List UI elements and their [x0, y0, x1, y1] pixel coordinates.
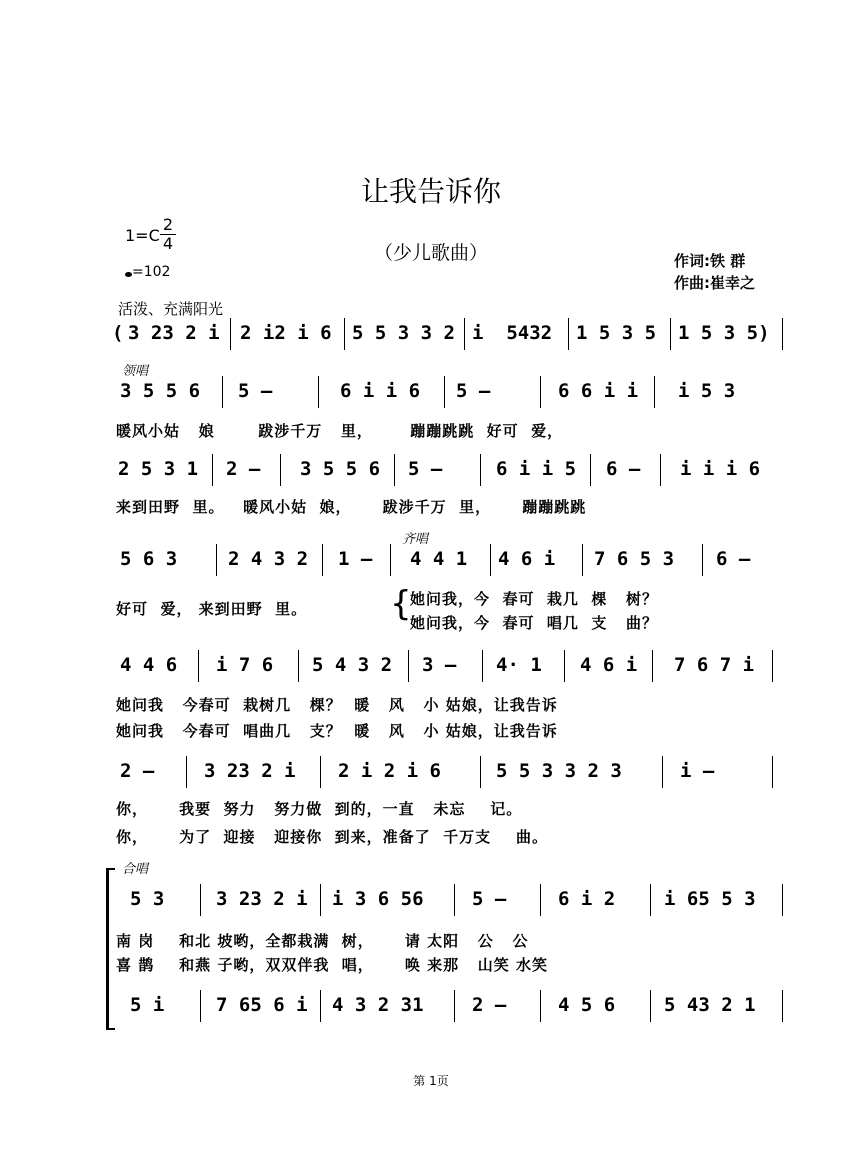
music-line-5 — [112, 648, 784, 688]
measure: 1 5 3 5 — [576, 322, 657, 344]
measure: 3 – — [422, 654, 457, 676]
expression-marking: 活泼、充满阳光 — [118, 300, 224, 318]
quarter-note-icon — [125, 272, 132, 277]
tempo-marking — [125, 264, 170, 280]
measure: 5 3 — [130, 888, 165, 910]
music-line-7 — [112, 882, 784, 922]
page-number: 第 1页 — [413, 1074, 449, 1088]
music-line-2 — [112, 374, 784, 414]
lyrics-line-4-verse-1: 她问我，今 春可 栽几 棵 树？ — [410, 590, 659, 608]
music-line-4 — [112, 542, 784, 582]
song-title: 让我告诉你 — [360, 175, 501, 208]
lyrics-line-6-verse-2: 你， 为了 迎接 迎接你 到来，准备了 千万支 曲。 — [116, 828, 549, 846]
music-line-1 — [112, 316, 784, 356]
lyricist-credit: 作词:铁 群 — [674, 252, 746, 270]
measure: i 65 5 3 — [664, 888, 756, 910]
measure: i 5 3 — [678, 380, 736, 402]
tempo-value: =102 — [132, 264, 171, 280]
measure: 4 4 6 — [120, 654, 178, 676]
measure: 2 – — [472, 994, 507, 1016]
measure: 5 i — [130, 994, 165, 1016]
time-signature-top: 2 — [162, 215, 174, 234]
measure: 7 65 6 i — [216, 994, 308, 1016]
measure: i i i 6 — [680, 458, 761, 480]
measure: 5 – — [456, 380, 491, 402]
measure: 2 4 3 2 — [228, 548, 309, 570]
lyrics-line-4: 好可 爱， 来到田野 里。 — [116, 600, 308, 618]
measure: 5 5 3 3 2 — [352, 322, 455, 344]
measure: 5 5 3 3 2 3 — [496, 760, 622, 782]
lyrics-line-4-verse-2: 她问我，今 春可 唱几 支 曲？ — [410, 614, 659, 632]
measure: 6 i i 5 — [496, 458, 577, 480]
measure: 5 – — [408, 458, 443, 480]
measure: 6 6 i i — [558, 380, 639, 402]
cue-chorus: 合唱 — [122, 862, 149, 877]
measure: i 3 6 56 — [332, 888, 424, 910]
composer-credit: 作曲:崔幸之 — [674, 274, 755, 292]
measure: 2 – — [226, 458, 261, 480]
key-signature: 1=C — [125, 226, 160, 245]
measure: i – — [680, 760, 715, 782]
lyrics-line-3: 来到田野 里。 暖风小姑 娘， 跋涉千万 里， 蹦蹦跳跳 — [116, 498, 587, 516]
measure: i 7 6 — [216, 654, 274, 676]
measure: 2 i 2 i 6 — [338, 760, 441, 782]
lyrics-line-7-verse-2: 喜 鹊 和燕 子哟，双双伴我 唱， 唤 来那 山笑 水笑 — [116, 956, 549, 974]
paren-open: ( — [112, 322, 124, 344]
measure: 6 – — [716, 548, 751, 570]
measure: 1 5 3 5) — [678, 322, 770, 344]
measure: 4 6 i — [498, 548, 556, 570]
measure: 4· 1 — [496, 654, 542, 676]
measure: 5 4 3 2 — [312, 654, 393, 676]
measure: 2 i2 i 6 — [240, 322, 332, 344]
lyrics-line-6-verse-1: 你， 我要 努力 努力做 到的，一直 未忘 记。 — [116, 800, 523, 818]
measure: i 5432 — [472, 322, 553, 344]
measure: 3 5 5 6 — [300, 458, 381, 480]
measure: 6 i 2 — [558, 888, 616, 910]
measure: 4 5 6 — [558, 994, 616, 1016]
measure: 2 5 3 1 — [118, 458, 199, 480]
song-subtitle: （少儿歌曲） — [373, 242, 488, 264]
measure: 3 23 2 i — [128, 322, 220, 344]
time-signature — [160, 216, 176, 253]
measure: 2 – — [120, 760, 155, 782]
measure: 3 23 2 i — [204, 760, 296, 782]
measure: 5 – — [238, 380, 273, 402]
measure: 6 – — [606, 458, 641, 480]
cue-solo: 领唱 — [122, 364, 149, 379]
measure: 4 6 i — [580, 654, 638, 676]
measure: 4 4 1 — [410, 548, 468, 570]
measure: 3 23 2 i — [216, 888, 308, 910]
measure: 4 3 2 31 — [332, 994, 424, 1016]
measure: 7 6 7 i — [674, 654, 755, 676]
measure: 1 – — [338, 548, 373, 570]
lyrics-line-5-verse-2: 她问我 今春可 唱曲几 支？ 暖 风 小 姑娘，让我告诉 — [116, 722, 558, 740]
measure: 5 – — [472, 888, 507, 910]
time-signature-bottom: 4 — [160, 234, 176, 253]
lyrics-line-7-verse-1: 南 岗 和北 坡哟，全都栽满 树， 请 太阳 公 公 — [116, 932, 529, 950]
measure: 6 i i 6 — [340, 380, 421, 402]
lyrics-line-2: 暖风小姑 娘 跋涉千万 里， 蹦蹦跳跳 好可 爱， — [116, 422, 564, 440]
lyrics-line-5-verse-1: 她问我 今春可 栽树几 棵？ 暖 风 小 姑娘，让我告诉 — [116, 696, 558, 714]
credits — [674, 250, 755, 294]
music-line-3 — [112, 452, 784, 492]
measure: 7 6 5 3 — [594, 548, 675, 570]
cue-unison: 齐唱 — [402, 532, 429, 547]
measure: 3 5 5 6 — [120, 380, 201, 402]
music-line-8 — [112, 988, 784, 1028]
measure: 5 6 3 — [120, 548, 178, 570]
music-line-6 — [112, 754, 784, 794]
measure: 5 43 2 1 — [664, 994, 756, 1016]
verse-brace: { — [390, 584, 412, 624]
